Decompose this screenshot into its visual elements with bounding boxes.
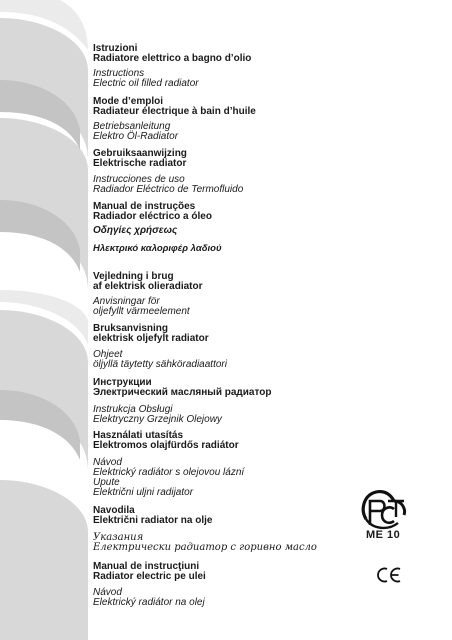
- decorative-side-arches: [0, 0, 90, 640]
- entry-da: [93, 272, 363, 292]
- entry-title: Istruzioni: [93, 43, 138, 54]
- entry-title: Manual de instrucţiuni: [93, 561, 200, 572]
- entry-cs: [93, 458, 363, 478]
- entry-title: Návod: [93, 457, 122, 468]
- entry-title: Инструкции: [93, 377, 152, 388]
- entry-sl: [93, 506, 363, 526]
- entry-subtitle: Elektryczny Grzejnik Olejowy: [93, 414, 222, 425]
- entry-subtitle: Elektro Öl-Radiator: [93, 131, 179, 142]
- entry-subtitle: Radiador eléctrico a óleo: [93, 211, 212, 222]
- entry-fi: [93, 350, 363, 370]
- entry-sv: [93, 297, 363, 317]
- entry-title: Vejledning i brug: [93, 271, 174, 282]
- entry-subtitle: Elektrický radiátor s olejovou lázní: [93, 467, 245, 478]
- entry-sk: [93, 588, 363, 608]
- entry-en: [93, 69, 363, 89]
- entry-title: Anvisningar för: [93, 296, 160, 307]
- entry-subtitle: Radiateur électrique à bain d’huile: [93, 106, 256, 117]
- entry-title: Gebruiksaanwijzing: [93, 148, 187, 159]
- entry-title: Betriebsanleitung: [93, 121, 171, 132]
- entry-subtitle: af elektrisk olieradiator: [93, 281, 203, 292]
- entry-title: Οδηγίες χρήσεως: [93, 225, 178, 236]
- entry-title: Upute: [93, 477, 120, 488]
- entry-subtitle: Ηλεκτρικό καλοριφέρ λαδιού: [93, 243, 222, 254]
- entry-it: [93, 44, 363, 64]
- entry-subtitle: Електрически радиатор с горивно масло: [93, 542, 317, 553]
- entry-title: Instrucciones de uso: [93, 174, 185, 185]
- entry-subtitle: Radiatore elettrico a bagno d’olio: [93, 53, 252, 64]
- entry-de: [93, 122, 363, 142]
- entry-fr: [93, 97, 363, 117]
- entry-title: Bruksanvisning: [93, 323, 169, 334]
- entry-title: Instructions: [93, 68, 145, 79]
- entry-ro: [93, 562, 363, 582]
- entry-subtitle: Elektrický radiátor na olej: [93, 597, 205, 608]
- entry-subtitle: Electric oil filled radiator: [93, 78, 199, 89]
- entry-title: Navodila: [93, 505, 135, 516]
- entry-subtitle: Električni uljni radijator: [93, 487, 194, 498]
- entry-nl: [93, 149, 363, 169]
- entry-title: Használati utasítás: [93, 430, 184, 441]
- entry-title: Mode d’emploi: [93, 96, 163, 107]
- entry-title: Указания: [93, 532, 144, 543]
- entry-el-title: [93, 226, 363, 236]
- entry-subtitle: Elektromos olajfürdős radiátor: [93, 440, 239, 451]
- entry-subtitle: Električni radiator na olje: [93, 515, 213, 526]
- entry-pl: [93, 405, 363, 425]
- entry-subtitle: öljyllä täytetty sähköradiaattori: [93, 359, 227, 370]
- entry-ru: [93, 378, 363, 398]
- entry-subtitle: Электрический масляный радиатор: [93, 387, 272, 398]
- certification-code: ME 10: [366, 529, 401, 541]
- entry-subtitle: elektrisk oljefylt radiator: [93, 333, 209, 344]
- entry-bg: [93, 533, 363, 553]
- entry-hu: [93, 431, 363, 451]
- entry-subtitle: Elektrische radiator: [93, 158, 187, 169]
- entry-title: Manual de instruções: [93, 201, 196, 212]
- entry-no: [93, 324, 363, 344]
- entry-pt: [93, 202, 363, 222]
- entry-subtitle: Radiator electric pe ulei: [93, 571, 206, 582]
- ce-mark-logo: [375, 566, 403, 584]
- entry-subtitle: Radiador Eléctrico de Termofluido: [93, 184, 244, 195]
- entry-title: Instrukcja Obsługi: [93, 404, 173, 415]
- entry-es: [93, 175, 363, 195]
- entry-hr: [93, 478, 363, 498]
- entry-subtitle: oljefyllt värmeelement: [93, 306, 190, 317]
- entry-title: Návod: [93, 587, 122, 598]
- entry-el-subtitle: [93, 244, 363, 254]
- entry-title: Ohjeet: [93, 349, 123, 360]
